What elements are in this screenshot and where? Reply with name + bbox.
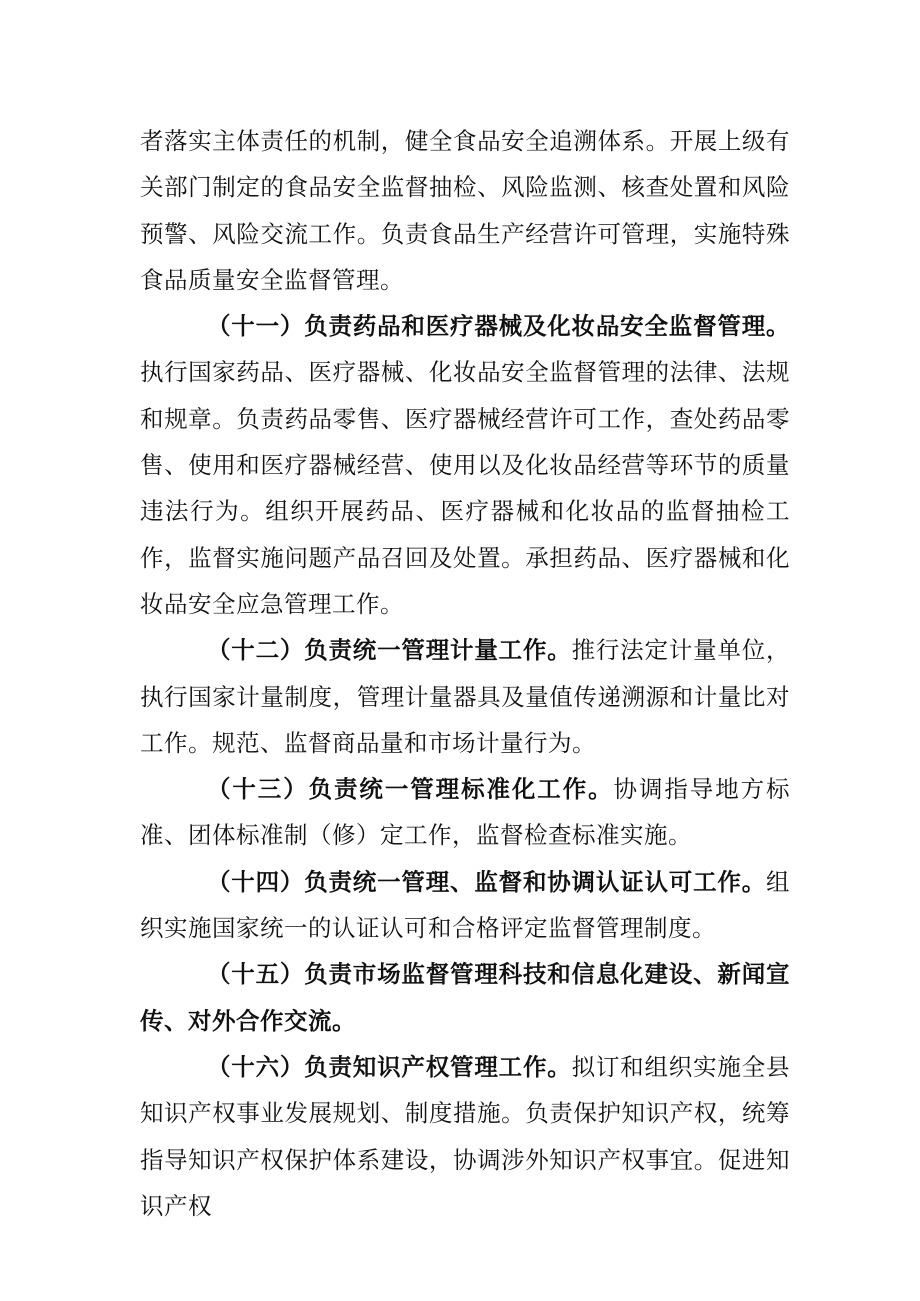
paragraph-certification <box>140 859 790 952</box>
paragraph-heading: （十三）负责统一管理标准化工作。 <box>206 775 614 804</box>
paragraph-standardization <box>140 766 790 859</box>
paragraph-heading: （十一）负责药品和医疗器械及化妆品安全监督管理。 <box>206 312 790 341</box>
paragraph-text: 拟订和组织实施全县知识产权事业发展规划、制度措施。负责保护知识产权，统筹指导知识产权保护体系建设，协调涉外知识产权事宜。促进知识产权 <box>140 1052 791 1220</box>
paragraph-text: 组织实施国家统一的认证认可和合格评定监督管理制度。 <box>140 867 790 943</box>
paragraph-text: 推行法定计量单位，执行国家计量制度，管理计量器具及量值传递溯源和计量比对工作。规范、监督商品量和市场计量行为。 <box>140 636 791 757</box>
paragraph-text: 者落实主体责任的机制，健全食品安全追溯体系。开展上级有关部门制定的食品安全监督抽检、风险监测、核查处置和风险预警、风险交流工作。负责食品生产经营许可管理，实施特殊食品质量安全监督管理。 <box>140 127 790 294</box>
paragraph-heading: （十五）负责市场监督管理科技和信息化建设、新闻宣传、对外合作交流。 <box>140 960 790 1035</box>
paragraph-metrology <box>140 627 790 766</box>
paragraph-drugs-devices-cosmetics <box>140 303 790 627</box>
paragraph-heading: （十六）负责知识产权管理工作。 <box>206 1052 572 1081</box>
paragraph-heading: （十二）负责统一管理计量工作。 <box>206 636 572 665</box>
paragraph-technology-publicity <box>140 951 790 1044</box>
paragraph-heading: （十四）负责统一管理、监督和协调认证认可工作。 <box>206 867 766 896</box>
paragraph-intellectual-property <box>140 1044 790 1229</box>
paragraph-text: 协调指导地方标准、团体标准制（修）定工作，监督检查标准实施。 <box>140 775 791 850</box>
document-body <box>140 118 790 1229</box>
paragraph-text: 执行国家药品、医疗器械、化妆品安全监督管理的法律、法规和规章。负责药品零售、医疗器械经营许可工作，查处药品零售、使用和医疗器械经营、使用以及化妆品经营等环节的质量违法行为。组织开展药品、医疗器械和化妆品的监督抽检工作，监督实施问题产品召回及处置。承担药品、医疗器械和化妆品安全应急管理工作。 <box>140 358 790 618</box>
paragraph-food-safety-continued <box>140 118 790 303</box>
